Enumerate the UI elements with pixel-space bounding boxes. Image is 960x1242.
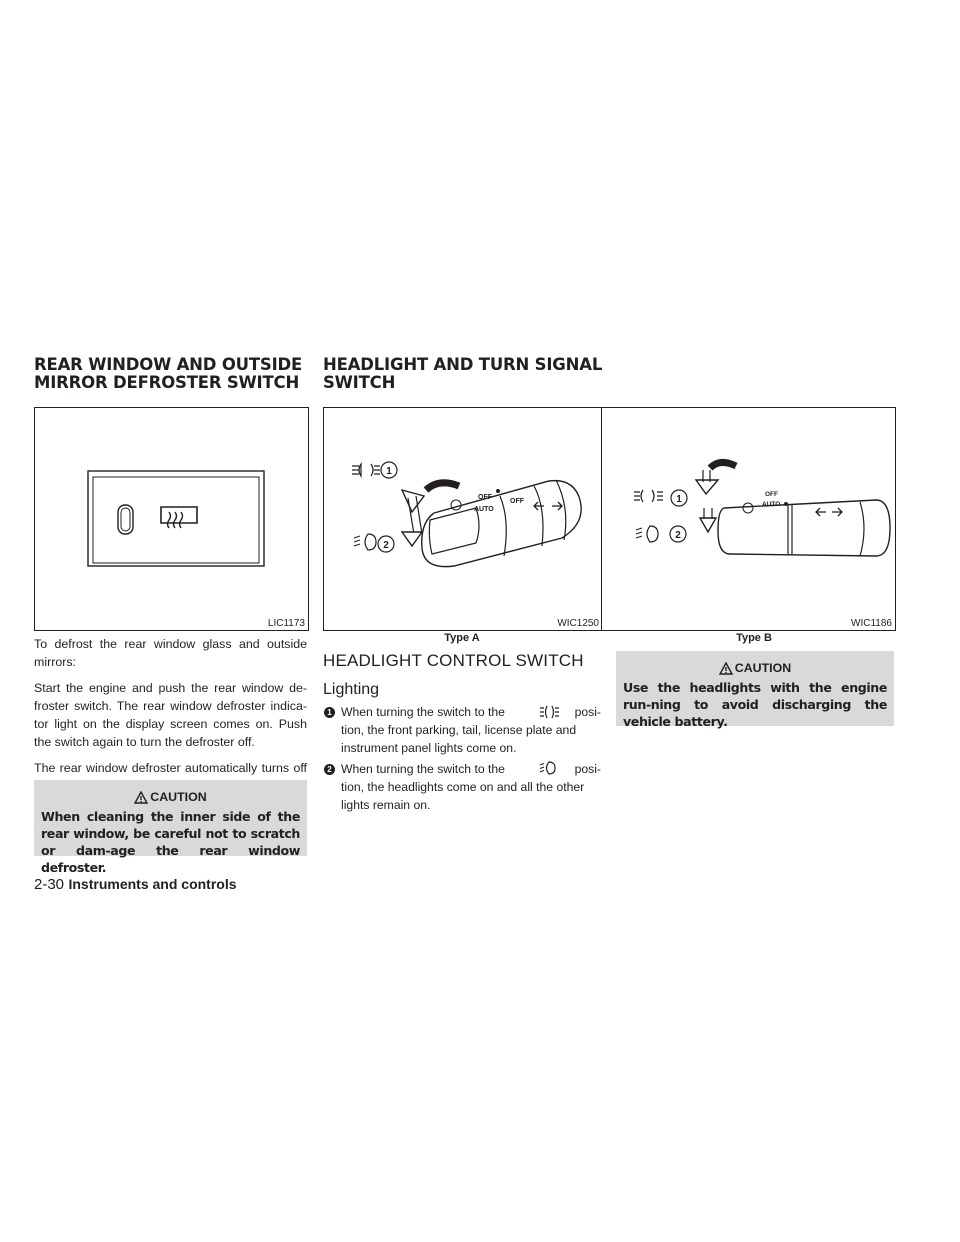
item-text: When turning the switch to the bbox=[341, 762, 505, 776]
item-text: tion, the headlights come on and all the other lights remain on. bbox=[341, 780, 585, 812]
caution-header bbox=[623, 659, 887, 679]
section-title-line: SWITCH bbox=[323, 373, 396, 392]
figure-code: WIC1186 bbox=[851, 618, 892, 629]
item-number-2: 2 bbox=[324, 764, 335, 775]
label-off: OFF bbox=[765, 491, 778, 498]
paragraph: The rear window defroster automatically turns off bbox=[34, 761, 307, 775]
section-title-line: HEADLIGHT AND TURN SIGNAL bbox=[323, 355, 603, 374]
type-b-switch-illustration bbox=[602, 408, 895, 630]
callout-1: 1 bbox=[676, 494, 682, 505]
warning-icon bbox=[134, 791, 148, 804]
caution-title: CAUTION bbox=[734, 661, 792, 675]
caution-header bbox=[41, 788, 300, 808]
section-title-line: MIRROR DEFROSTER SWITCH bbox=[34, 373, 300, 392]
callout-2: 2 bbox=[383, 540, 389, 551]
paragraph: Start the engine and push the rear window de-froster switch. The rear window defroster indica-tor light on the display screen comes on. Push the switch again to turn the defroster off. bbox=[34, 681, 307, 749]
callout-2: 2 bbox=[675, 530, 681, 541]
label-off: OFF bbox=[478, 494, 492, 501]
defroster-switch-illustration bbox=[35, 408, 308, 630]
item-text: tion, the front parking, tail, license plate and instrument panel lights come on. bbox=[341, 723, 577, 755]
footer-section-title: Instruments and controls bbox=[68, 876, 237, 892]
caution-box-headlight bbox=[616, 651, 894, 729]
paragraph: To defrost the rear window glass and outside mirrors: bbox=[34, 637, 307, 669]
caution-text: When cleaning the inner side of the rear window, be careful not to scratch or dam-age the rear window defroster. bbox=[41, 809, 300, 875]
item-text: When turning the switch to the bbox=[341, 705, 505, 719]
section-title-defroster bbox=[34, 356, 302, 392]
figure-defroster-switch bbox=[34, 407, 309, 631]
heading-headlight-control: HEADLIGHT CONTROL SWITCH bbox=[323, 651, 584, 670]
label-auto: AUTO bbox=[762, 501, 781, 508]
item-number-1: 1 bbox=[324, 707, 335, 718]
parking-light-icon bbox=[539, 705, 561, 719]
lighting-item-2 bbox=[341, 760, 601, 814]
item-text: posi- bbox=[574, 705, 601, 719]
lighting-item-1 bbox=[341, 703, 601, 757]
caution-title: CAUTION bbox=[150, 790, 207, 804]
warning-icon bbox=[719, 662, 733, 675]
page-footer bbox=[34, 876, 237, 894]
label-auto: AUTO bbox=[474, 506, 494, 513]
rear-defroster-icon bbox=[161, 507, 197, 528]
figure-caption-type-a: Type A bbox=[444, 632, 480, 644]
caution-text: Use the headlights with the engine run-ning to avoid discharging the vehicle battery. bbox=[623, 680, 887, 729]
section-title-line: REAR WINDOW AND OUTSIDE bbox=[34, 355, 303, 374]
subheading-lighting: Lighting bbox=[323, 681, 380, 698]
headlight-icon bbox=[539, 761, 557, 775]
section-title-headlight bbox=[323, 356, 602, 392]
parking-light-icon bbox=[634, 490, 663, 502]
figure-code: WIC1250 bbox=[557, 618, 599, 629]
callout-1: 1 bbox=[386, 466, 392, 477]
label-off-2: OFF bbox=[510, 498, 524, 505]
page-number: 2-30 bbox=[34, 876, 65, 893]
figure-type-a bbox=[323, 407, 603, 631]
defroster-description bbox=[34, 635, 307, 803]
figure-caption-type-b: Type B bbox=[736, 632, 772, 644]
item-text: posi- bbox=[574, 762, 601, 776]
type-a-switch-illustration bbox=[324, 408, 602, 630]
headlight-icon bbox=[354, 534, 376, 550]
caution-box-defroster bbox=[34, 780, 307, 875]
figure-type-b bbox=[601, 407, 896, 631]
parking-light-icon bbox=[352, 464, 380, 476]
figure-code: LIC1173 bbox=[267, 618, 305, 629]
headlight-icon bbox=[636, 526, 658, 542]
